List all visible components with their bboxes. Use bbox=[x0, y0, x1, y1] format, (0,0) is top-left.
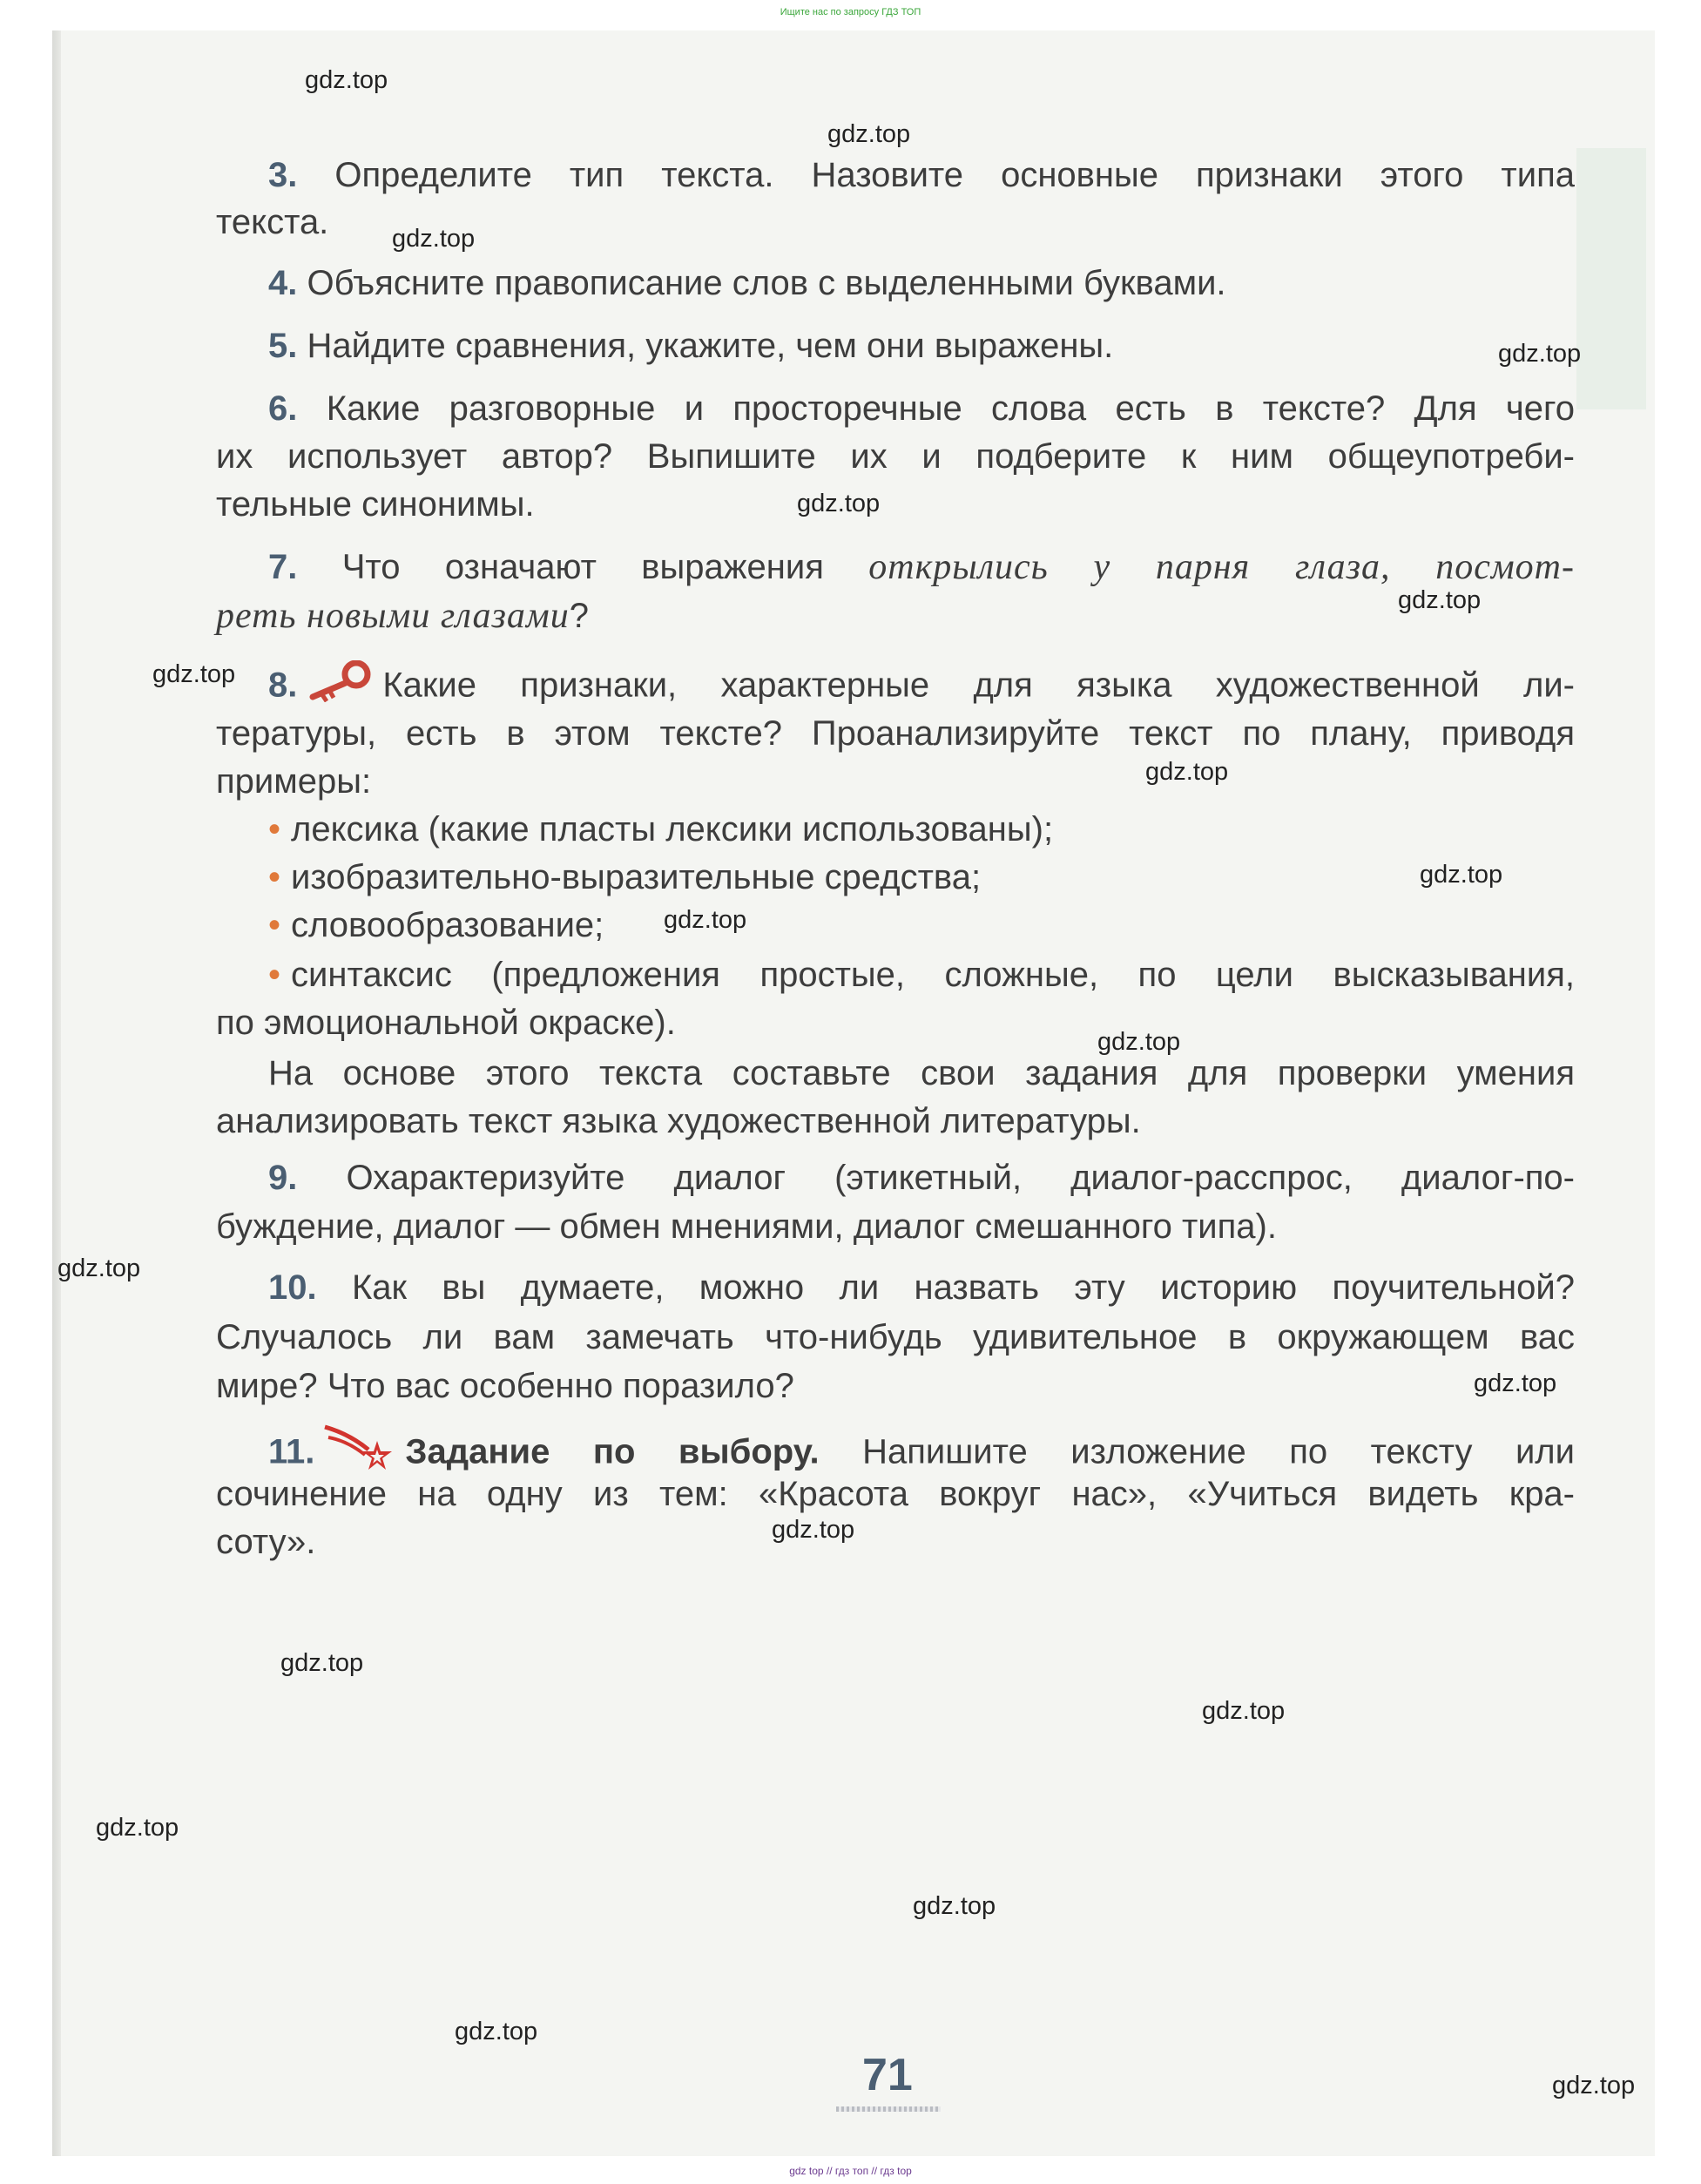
q7-line1: 7. Что означают выражения открылись у парня глаза, посмот- bbox=[268, 547, 1575, 587]
q8-bullet-2: • изобразительно-выразительные средства; bbox=[268, 858, 982, 896]
q8-para-line1: На основе этого текста составьте свои задания для проверки умения bbox=[268, 1054, 1575, 1092]
q8-line1: 8. Какие признаки, характерные для языка художественной ли- bbox=[268, 660, 1575, 714]
watermark: gdz.top bbox=[1145, 758, 1229, 786]
q3-line1: 3. Определите тип текста. Назовите основные признаки этого типа bbox=[268, 156, 1575, 194]
q9-number: 9. bbox=[268, 1159, 298, 1197]
q8-bullet-3: • словообразование; bbox=[268, 906, 604, 944]
bullet-dot: • bbox=[268, 810, 281, 849]
q8-line3: примеры: bbox=[216, 762, 372, 801]
watermark: gdz.top bbox=[772, 1516, 855, 1544]
q10-line1: 10. Как вы думаете, можно ли назвать эту историю поучительной? bbox=[268, 1268, 1575, 1307]
watermark: gdz.top bbox=[152, 660, 236, 688]
watermark: gdz.top bbox=[1474, 1369, 1557, 1397]
q4-line1: 4. Объясните правописание слов с выделенными буквами. bbox=[268, 264, 1226, 302]
q8-para-line2: анализировать текст языка художественной литературы. bbox=[216, 1102, 1141, 1140]
q11-bold-label: Задание по выбору. bbox=[405, 1432, 820, 1471]
q11-number: 11. bbox=[268, 1432, 315, 1471]
bullet-dot: • bbox=[268, 858, 281, 896]
watermark: gdz.top bbox=[913, 1892, 996, 1920]
q6-line2: их использует автор? Выпишите их и подберите к ним общеупотреби- bbox=[216, 437, 1575, 476]
watermark: gdz.top bbox=[455, 2018, 538, 2045]
watermark: gdz.top bbox=[1498, 340, 1582, 368]
bottom-banner: gdz top // гдз топ // гдз top bbox=[789, 2165, 912, 2177]
q3-line2: текста. bbox=[216, 203, 329, 241]
q11-line3: соту». bbox=[216, 1523, 316, 1561]
page-edge-tint bbox=[1576, 148, 1646, 409]
watermark: gdz.top bbox=[827, 120, 911, 148]
page-number-underline bbox=[836, 2106, 941, 2112]
q5-number: 5. bbox=[268, 327, 298, 365]
watermark: gdz.top bbox=[57, 1254, 141, 1282]
q7-italic-phrase-1: открылись у парня глаза, посмот- bbox=[868, 547, 1575, 587]
q11-line1: 11. Задание по выбору. Напишите изложение по тексту или bbox=[268, 1422, 1575, 1486]
q8-bullet-4: • синтаксис (предложения простые, сложные, по цели высказывания, bbox=[268, 956, 1575, 994]
q8-line2: тературы, есть в этом тексте? Проанализируйте текст по плану, приводя bbox=[216, 714, 1575, 753]
watermark: gdz.top bbox=[664, 906, 747, 934]
q10-number: 10. bbox=[268, 1268, 317, 1307]
q10-line3: мире? Что вас особенно поразило? bbox=[216, 1367, 794, 1405]
q6-number: 6. bbox=[268, 389, 298, 428]
q4-number: 4. bbox=[268, 264, 298, 302]
bullet-dot: • bbox=[268, 906, 281, 944]
bullet-dot: • bbox=[268, 956, 281, 994]
q6-line1: 6. Какие разговорные и просторечные слова есть в тексте? Для чего bbox=[268, 389, 1575, 428]
watermark: gdz.top bbox=[96, 1814, 179, 1842]
watermark: gdz.top bbox=[797, 490, 881, 517]
q8-bullet-1: • лексика (какие пласты лексики использованы); bbox=[268, 810, 1054, 849]
q5-line1: 5. Найдите сравнения, укажите, чем они выражены. bbox=[268, 327, 1114, 365]
watermark: gdz.top bbox=[1552, 2072, 1636, 2099]
q8-number: 8. bbox=[268, 666, 298, 705]
top-banner: Ищите нас по запросу ГДЗ ТОП bbox=[780, 7, 921, 17]
q9-line2: буждение, диалог — обмен мнениями, диалог смешанного типа). bbox=[216, 1207, 1277, 1246]
watermark: gdz.top bbox=[1097, 1028, 1181, 1056]
key-icon bbox=[306, 660, 374, 714]
q7-italic-phrase-2: реть новыми глазами bbox=[216, 596, 570, 636]
watermark: gdz.top bbox=[305, 66, 388, 94]
q9-line1: 9. Охарактеризуйте диалог (этикетный, диалог-расспрос, диалог-по- bbox=[268, 1159, 1575, 1197]
page-number: 71 bbox=[862, 2050, 913, 2100]
watermark: gdz.top bbox=[1420, 861, 1503, 889]
q7-number: 7. bbox=[268, 548, 298, 586]
watermark: gdz.top bbox=[280, 1649, 364, 1677]
q7-line2: реть новыми глазами? bbox=[216, 596, 589, 636]
q11-line2: сочинение на одну из тем: «Красота вокруг нас», «Учиться видеть кра- bbox=[216, 1475, 1575, 1513]
watermark: gdz.top bbox=[1398, 586, 1482, 614]
q6-line3: тельные синонимы. bbox=[216, 485, 535, 524]
q10-line2: Случалось ли вам замечать что-нибудь удивительное в окружающем вас bbox=[216, 1318, 1575, 1356]
watermark: gdz.top bbox=[392, 225, 476, 253]
q8-bullet-4-cont: по эмоциональной окраске). bbox=[216, 1004, 676, 1042]
q3-number: 3. bbox=[268, 156, 298, 194]
watermark: gdz.top bbox=[1202, 1697, 1286, 1725]
